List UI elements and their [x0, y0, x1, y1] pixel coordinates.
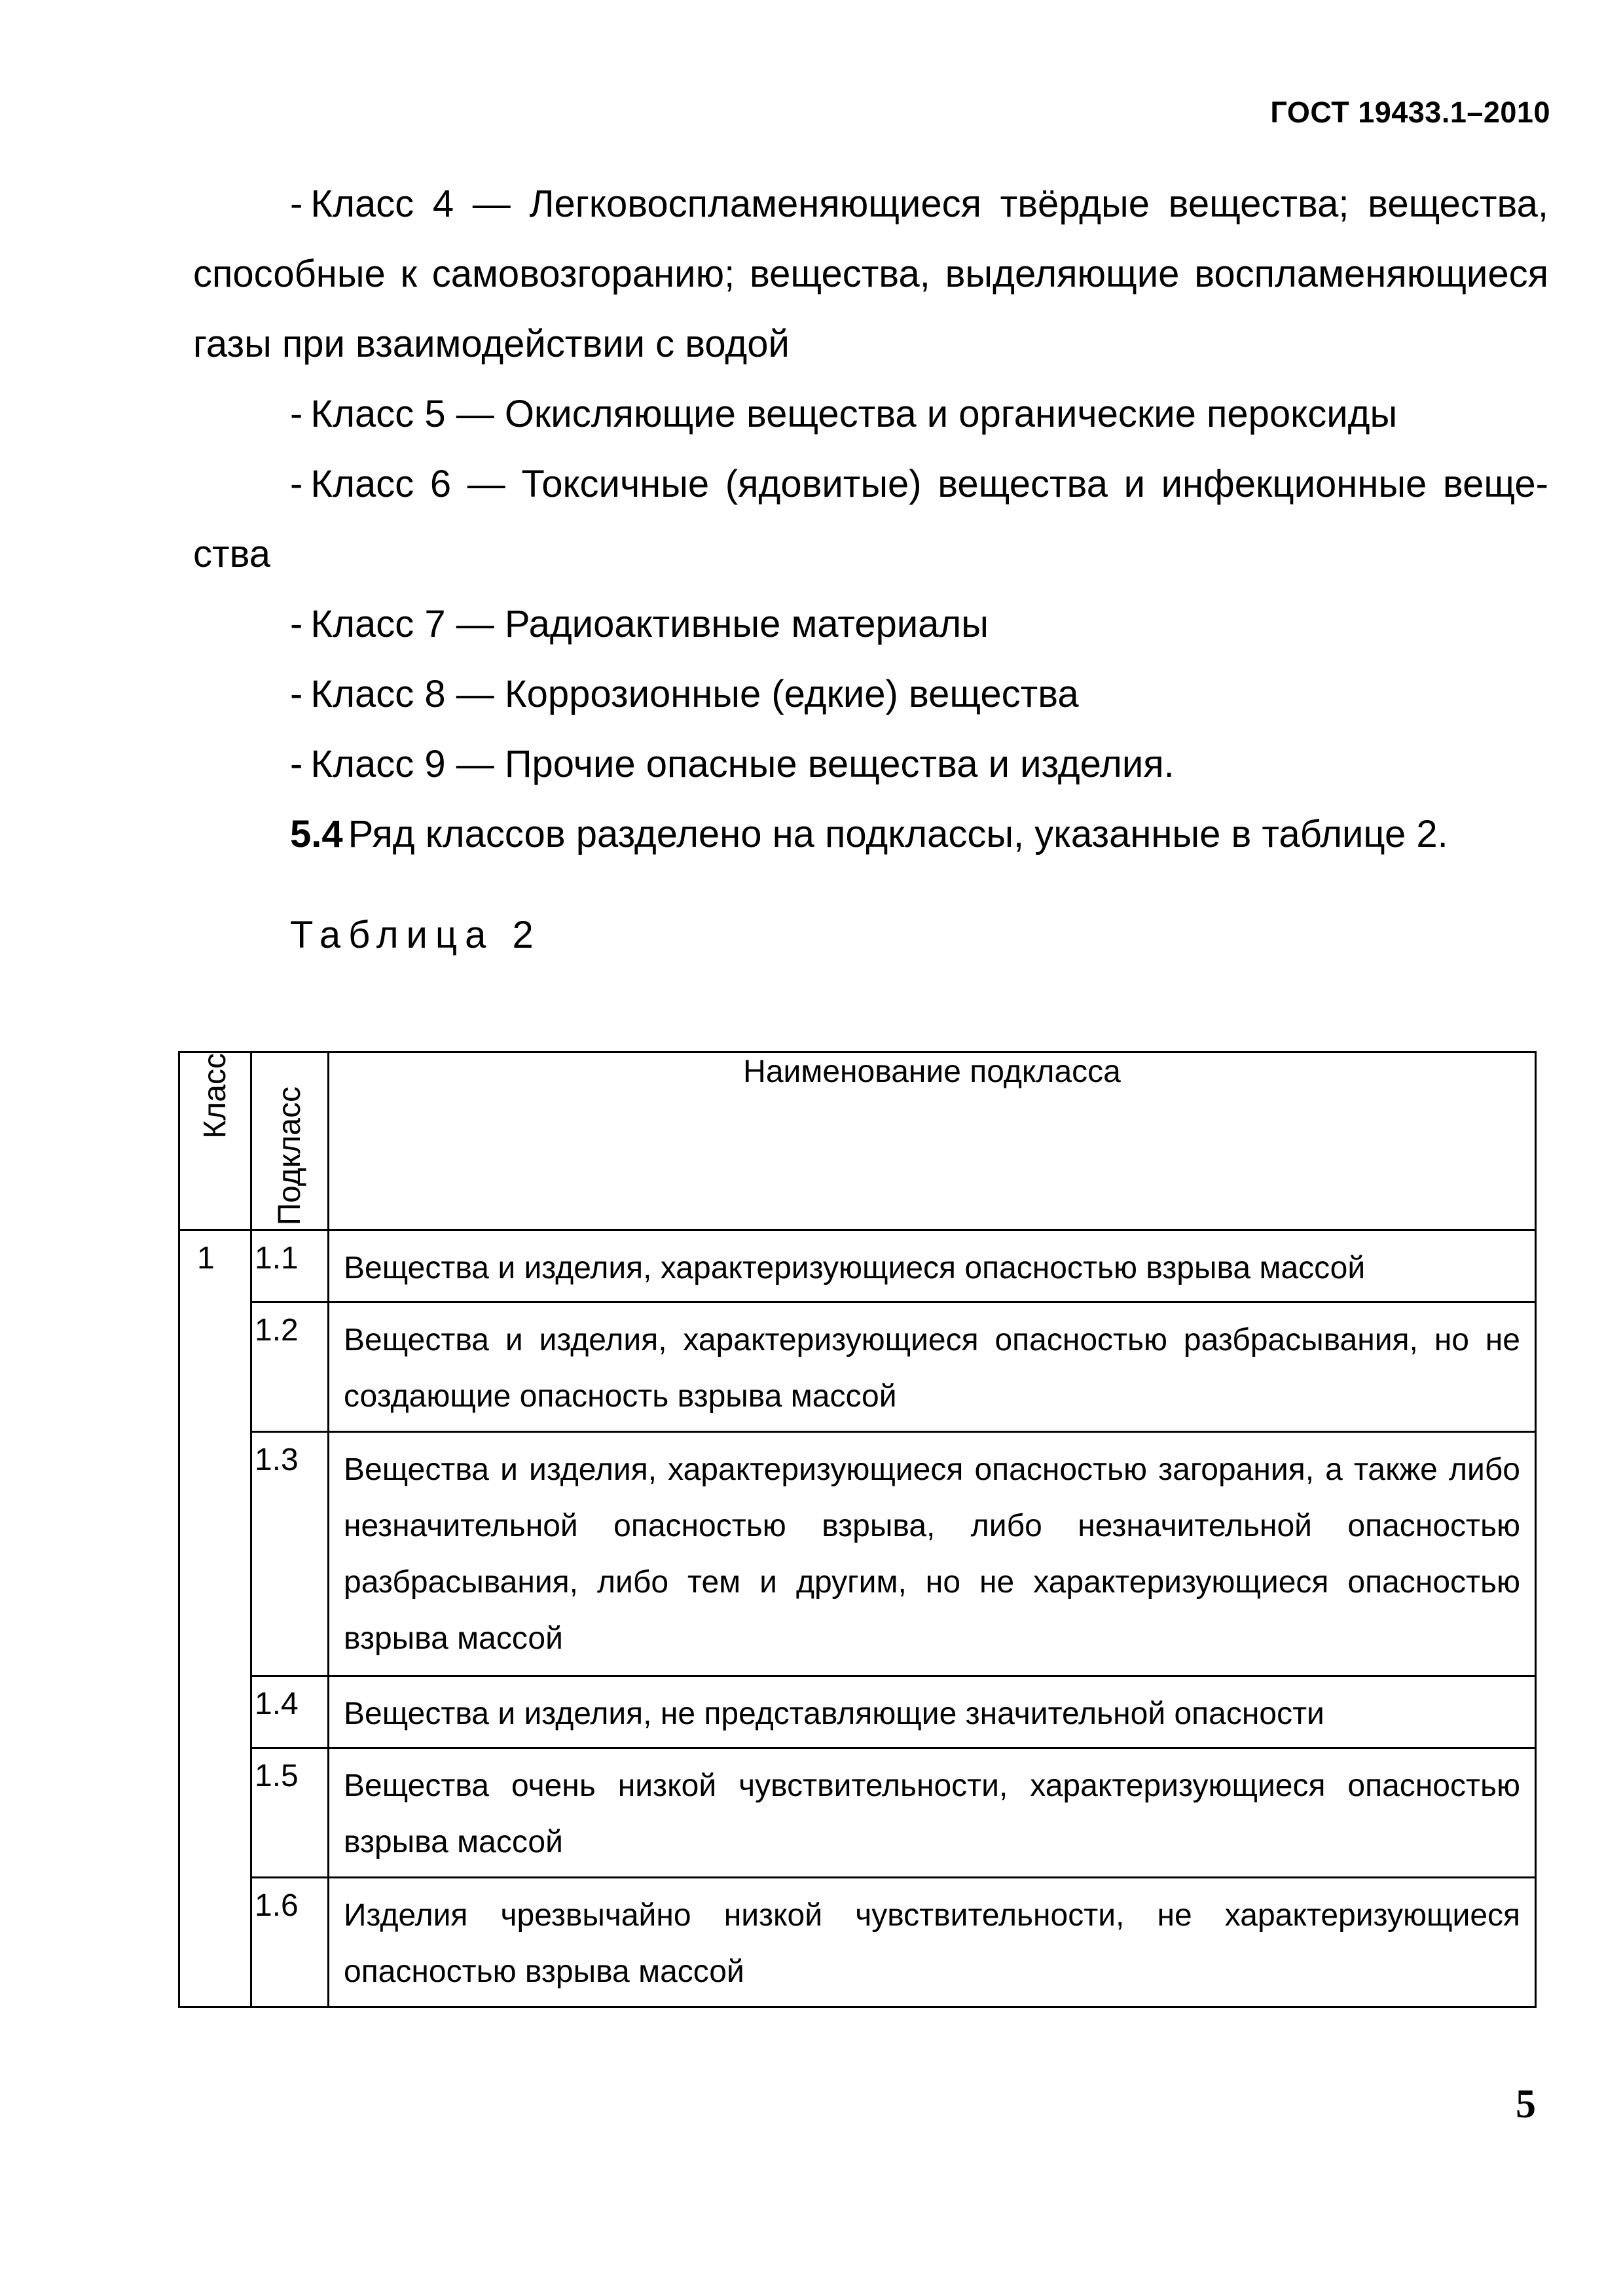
subclass-cell: 1.2	[251, 1302, 329, 1432]
table-row	[179, 1230, 1536, 1302]
table-row	[179, 1302, 1536, 1432]
table-row	[179, 1878, 1536, 2007]
table-row	[179, 1676, 1536, 1748]
subclass-name-cell: Вещества очень низкой чувствительности, характеризующиеся опасностью взрыва массой	[329, 1748, 1536, 1878]
body-text	[193, 169, 1548, 869]
list-item-class-8: - Класс 8 — Коррозионные (едкие) вещества	[290, 673, 1079, 715]
subclass-cell: 1.5	[251, 1748, 329, 1878]
document-code: ГОСТ 19433.1–2010	[1270, 96, 1550, 129]
paragraph-number: 5.4	[290, 813, 343, 855]
list-item-class-7: - Класс 7 — Радиоактивные материалы	[290, 603, 989, 645]
table-row	[179, 1432, 1536, 1676]
list-item-class-6: - Класс 6 — Токсичные (ядовитые) вещества и инфекционные вещества	[193, 463, 1548, 575]
header-name: Наименование подкласса	[329, 1052, 1536, 1230]
subclass-cell: 1.3	[251, 1432, 329, 1676]
table-caption: Таблица 2	[290, 914, 541, 956]
subclass-name-cell: Изделия чрезвычайно низкой чувствительности, не характеризующиеся опасностью взрыва массой	[329, 1878, 1536, 2007]
class-cell: 1	[179, 1230, 251, 2007]
paragraph-text: Ряд классов разделено на подклассы, указанные в таблице 2.	[348, 813, 1448, 855]
subclass-cell: 1.4	[251, 1676, 329, 1748]
subclass-cell: 1.1	[251, 1230, 329, 1302]
subclass-name-cell: Вещества и изделия, характеризующиеся опасностью взрыва массой	[329, 1230, 1536, 1302]
subclass-name-cell: Вещества и изделия, характеризующиеся опасностью разбрасывания, но не создающие опасность взрыва массой	[329, 1302, 1536, 1432]
header-class: Класс	[179, 1052, 251, 1230]
subclass-cell: 1.6	[251, 1878, 329, 2007]
list-item-class-4: - Класс 4 — Легковоспламеняющиеся твёрдые вещества; вещества, способные к самовозгоранию; вещества, выделяющие воспламеняющиеся газы при взаимодействии с водой	[193, 183, 1548, 365]
list-item-class-9: - Класс 9 — Прочие опасные вещества и изделия.	[290, 743, 1175, 785]
subclass-table	[178, 1051, 1537, 2008]
subclass-name-cell: Вещества и изделия, не представляющие значительной опасности	[329, 1676, 1536, 1748]
table-header-row	[179, 1052, 1536, 1230]
table-row	[179, 1748, 1536, 1878]
list-item-class-5: - Класс 5 — Окисляющие вещества и органические пероксиды	[290, 393, 1398, 435]
subclass-name-cell: Вещества и изделия, характеризующиеся опасностью загорания, а также либо незначительной опасностью взрыва, либо незначительной опасностью разбрасывания, либо тем и другим, но не характеризующиеся опасностью взрыва массой	[329, 1432, 1536, 1676]
page-number: 5	[1516, 2082, 1536, 2126]
paragraph-5-4	[193, 799, 1548, 869]
header-subclass: Подкласс	[251, 1052, 329, 1230]
